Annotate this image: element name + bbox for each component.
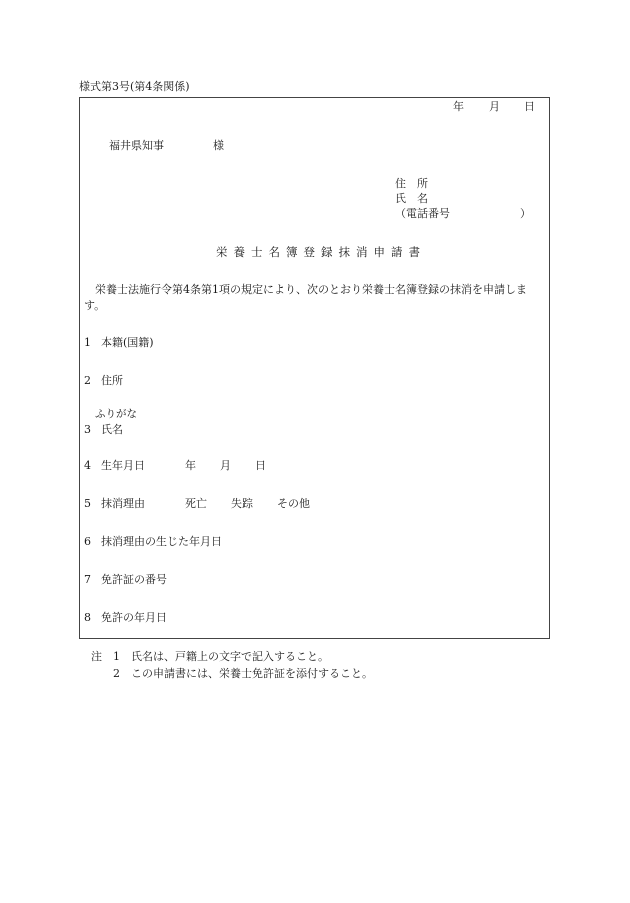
applicant-name-label: 氏 名 xyxy=(395,192,428,205)
item-1-number: 1 xyxy=(84,336,91,349)
applicant-phone-label: （電話番号 xyxy=(395,207,450,220)
form-label: 様式第3号(第4条関係) xyxy=(79,80,190,93)
item-4-month: 月 xyxy=(220,459,231,472)
item-1-label: 本籍(国籍) xyxy=(101,336,154,349)
addressee-name: 福井県知事 xyxy=(109,139,164,152)
intro-paragraph: 栄養士法施行令第4条第1項の規定により、次のとおり栄養士名簿登録の抹消を申請します。 xyxy=(84,283,527,312)
item-8-number: 8 xyxy=(84,611,91,624)
item-5-option-missing: 失踪 xyxy=(231,497,253,510)
item-3-furigana: ふりがな xyxy=(95,408,137,420)
note-2-number: 2 xyxy=(113,667,120,680)
item-3-label: 氏名 xyxy=(101,423,123,436)
addressee-honorific: 様 xyxy=(213,139,224,152)
item-5-option-other: その他 xyxy=(277,497,310,510)
item-2-label: 住所 xyxy=(101,374,123,387)
document-title: 栄養士名簿登録抹消申請書 xyxy=(216,245,426,259)
note-1-number: 1 xyxy=(113,650,120,663)
item-3-number: 3 xyxy=(84,423,91,436)
item-5-option-death: 死亡 xyxy=(185,497,207,510)
item-6-label: 抹消理由の生じた年月日 xyxy=(101,535,222,548)
application-form xyxy=(79,97,550,639)
applicant-phone-close: ） xyxy=(520,207,531,220)
item-5-number: 5 xyxy=(84,497,91,510)
item-7-label: 免許証の番号 xyxy=(101,573,167,586)
note-1-text: 氏名は、戸籍上の文字で記入すること。 xyxy=(131,650,329,663)
notes-prefix: 注 xyxy=(91,650,102,663)
item-2-number: 2 xyxy=(84,374,91,387)
date-year: 年 xyxy=(453,100,464,113)
item-4-number: 4 xyxy=(84,459,91,472)
date-month: 月 xyxy=(489,100,500,113)
item-4-year: 年 xyxy=(185,459,196,472)
note-2-text: この申請書には、栄養士免許証を添付すること。 xyxy=(131,667,373,680)
item-8-label: 免許の年月日 xyxy=(101,611,167,624)
applicant-address-label: 住 所 xyxy=(395,177,428,190)
item-6-number: 6 xyxy=(84,535,91,548)
item-4-label: 生年月日 xyxy=(101,459,145,472)
date-day: 日 xyxy=(524,100,535,113)
item-5-label: 抹消理由 xyxy=(101,497,145,510)
item-4-day: 日 xyxy=(255,459,266,472)
item-7-number: 7 xyxy=(84,573,91,586)
